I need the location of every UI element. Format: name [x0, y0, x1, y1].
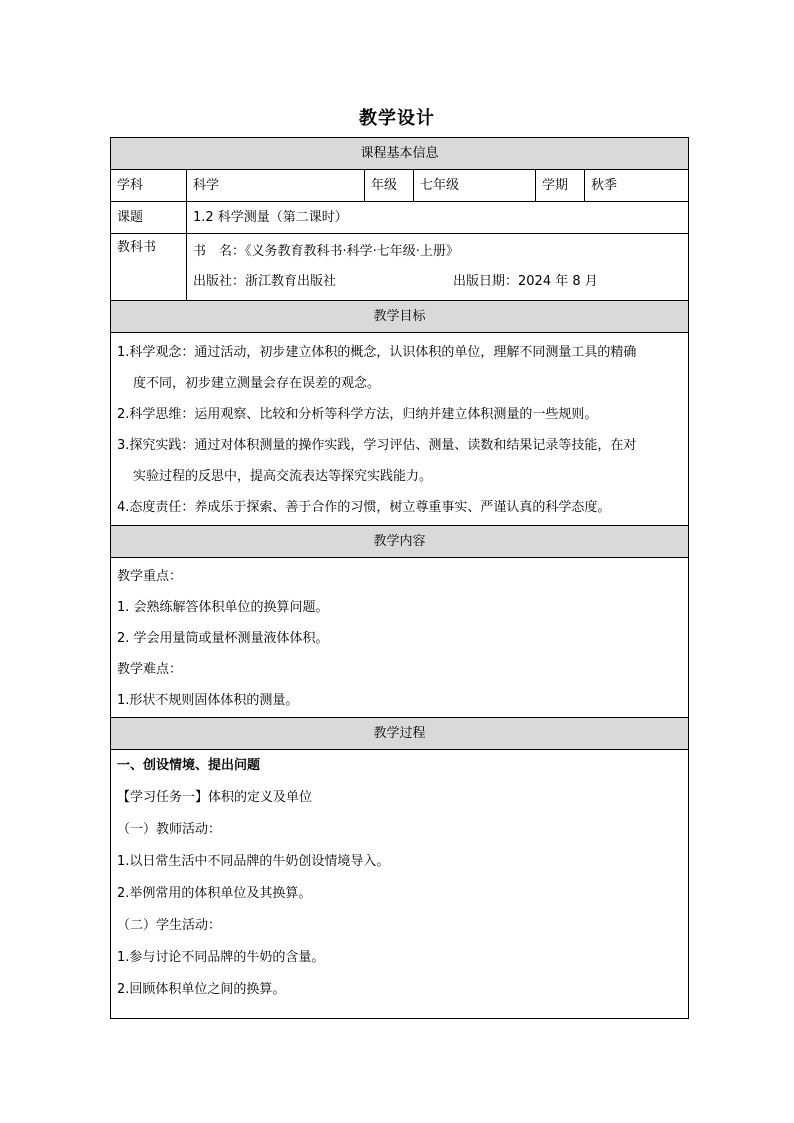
- objective-item: 2.科学思维：运用观察、比较和分析等科学方法，归纳并建立体积测量的一些规则。: [117, 407, 598, 422]
- section-header-content: 教学内容: [111, 526, 689, 558]
- topic-value: 1.2 科学测量（第二课时）: [187, 202, 689, 234]
- term-label: 学期: [536, 170, 585, 202]
- topic-label: 课题: [111, 202, 187, 234]
- subject-value: 科学: [187, 170, 365, 202]
- section-header-objectives: 教学目标: [111, 301, 689, 333]
- term-value: 秋季: [585, 170, 689, 202]
- teacher-activity-item: 1.以日常生活中不同品牌的牛奶创设情境导入。: [117, 854, 390, 869]
- objective-item: 3.探究实践：通过对体积测量的操作实践，学习评估、测量、读数和结果记录等技能，在对 实验过程的反思中，提高交流表达等探究实践能力。: [117, 438, 637, 484]
- page-title: 教学设计: [359, 108, 435, 129]
- publish-date: 出版日期：2024 年 8 月: [453, 274, 598, 289]
- student-activity-label: （二）学生活动：: [117, 918, 222, 933]
- content-row: [111, 558, 689, 718]
- content-block: [111, 558, 689, 718]
- difficulty-item: 1.形状不规则固体体积的测量。: [117, 693, 299, 708]
- student-activity-item: 1.参与讨论不同品牌的牛奶的含量。: [117, 950, 325, 965]
- objective-item: 1.科学观念：通过活动，初步建立体积的概念，认识体积的单位，理解不同测量工具的精确 度不同，初步建立测量会存在误差的观念。: [117, 345, 637, 391]
- basic-info-header-row: [111, 138, 689, 170]
- learning-task: 【学习任务一】体积的定义及单位: [117, 790, 313, 805]
- objective-item: 4.态度责任：养成乐于探索、善于合作的习惯，树立尊重事实、严谨认真的科学态度。: [117, 500, 611, 515]
- grade-value: 七年级: [414, 170, 536, 202]
- student-activity-item: 2.回顾体积单位之间的换算。: [117, 982, 286, 997]
- difficulty-label: 教学难点：: [117, 662, 183, 677]
- teacher-activity-label: （一）教师活动：: [117, 822, 222, 837]
- subject-row: [111, 170, 689, 202]
- objectives-row: [111, 333, 689, 526]
- grade-label: 年级: [365, 170, 414, 202]
- process-block: [111, 750, 689, 1019]
- objectives-block: [111, 333, 689, 526]
- subject-label: 学科: [111, 170, 187, 202]
- teacher-activity-item: 2.举例常用的体积单位及其换算。: [117, 886, 312, 901]
- section-header-basic-info: 课程基本信息: [111, 138, 689, 170]
- key-point-item: 2. 学会用量筒或量杯测量液体体积。: [117, 631, 329, 646]
- book-name: 书 名：《义务教育教科书·科学·七年级·上册》: [193, 244, 459, 259]
- publisher: 出版社：浙江教育出版社: [193, 274, 337, 289]
- textbook-info: [187, 234, 689, 301]
- process-section-title: 一、创设情境、提出问题: [117, 758, 261, 773]
- key-point-item: 1. 会熟练解答体积单位的换算问题。: [117, 600, 329, 615]
- textbook-label: 教科书: [111, 234, 187, 301]
- lesson-plan-table: [110, 137, 689, 1019]
- topic-row: [111, 202, 689, 234]
- process-header-row: [111, 718, 689, 750]
- textbook-row: [111, 234, 689, 301]
- objectives-header-row: [111, 301, 689, 333]
- section-header-process: 教学过程: [111, 718, 689, 750]
- process-row: [111, 750, 689, 1019]
- key-points-label: 教学重点：: [117, 569, 183, 584]
- content-header-row: [111, 526, 689, 558]
